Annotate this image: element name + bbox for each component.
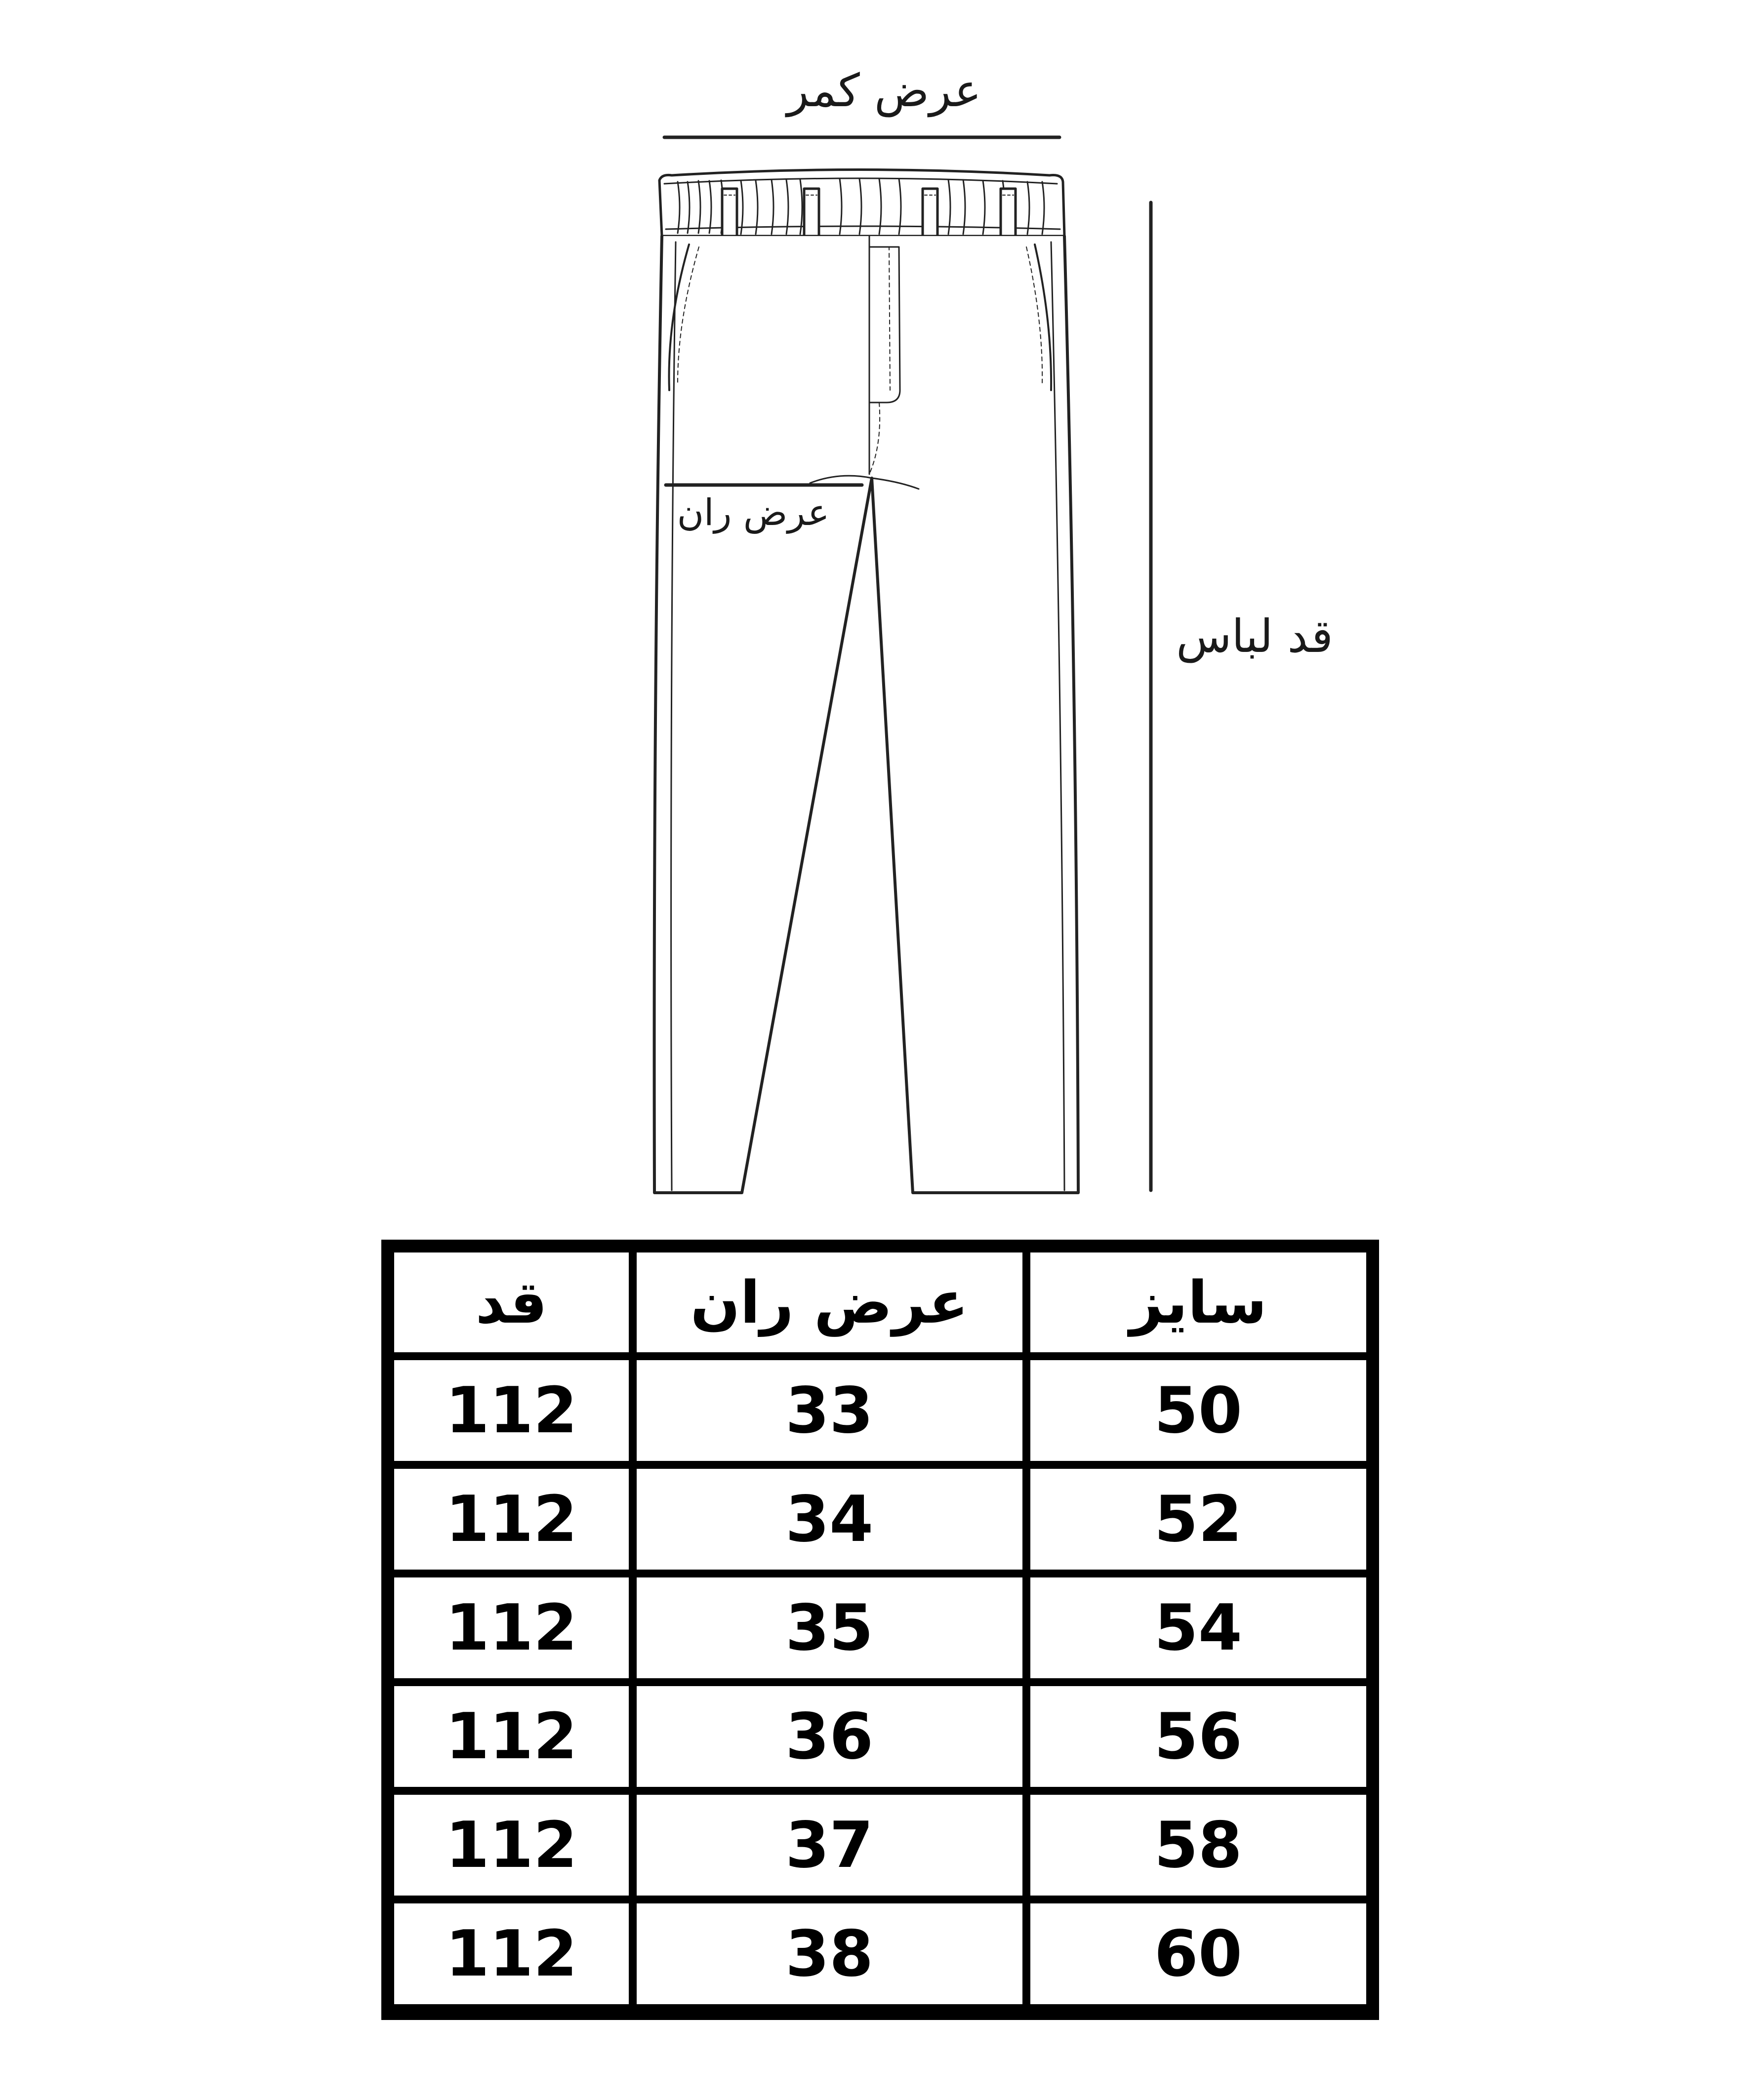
cell-size: 54	[1030, 1577, 1366, 1678]
table-row	[394, 1577, 1366, 1678]
cell-thigh-width: 36	[637, 1686, 1022, 1787]
cell-size: 56	[1030, 1686, 1366, 1787]
cell-size: 60	[1030, 1903, 1366, 2004]
table-row	[394, 1903, 1366, 2004]
cell-thigh-width: 34	[637, 1469, 1022, 1570]
cell-length: 112	[394, 1795, 629, 1896]
table-row	[394, 1795, 1366, 1896]
thigh-width-label: عرض ران	[677, 491, 830, 534]
cell-length: 112	[394, 1577, 629, 1678]
garment-length-label: قد لباس	[1176, 610, 1333, 663]
cell-size: 50	[1030, 1360, 1366, 1461]
cell-length: 112	[394, 1360, 629, 1461]
cell-length: 112	[394, 1903, 629, 2004]
table-row	[394, 1686, 1366, 1787]
cell-length: 112	[394, 1469, 629, 1570]
cell-thigh-width: 33	[637, 1360, 1022, 1461]
table-row	[394, 1360, 1366, 1461]
header-length: قد	[394, 1252, 629, 1352]
pants-outline	[654, 170, 1078, 1193]
cell-size: 58	[1030, 1795, 1366, 1896]
size-table	[381, 1240, 1379, 2020]
table-row	[394, 1469, 1366, 1570]
cell-size: 52	[1030, 1469, 1366, 1570]
cell-thigh-width: 38	[637, 1903, 1022, 2004]
cell-thigh-width: 35	[637, 1577, 1022, 1678]
header-size: سایز	[1030, 1252, 1366, 1352]
cell-length: 112	[394, 1686, 629, 1787]
table-header-row	[394, 1252, 1366, 1352]
header-thigh-width: عرض ران	[637, 1252, 1022, 1352]
waist-width-label: عرض کمر	[787, 64, 981, 117]
cell-thigh-width: 37	[637, 1795, 1022, 1896]
